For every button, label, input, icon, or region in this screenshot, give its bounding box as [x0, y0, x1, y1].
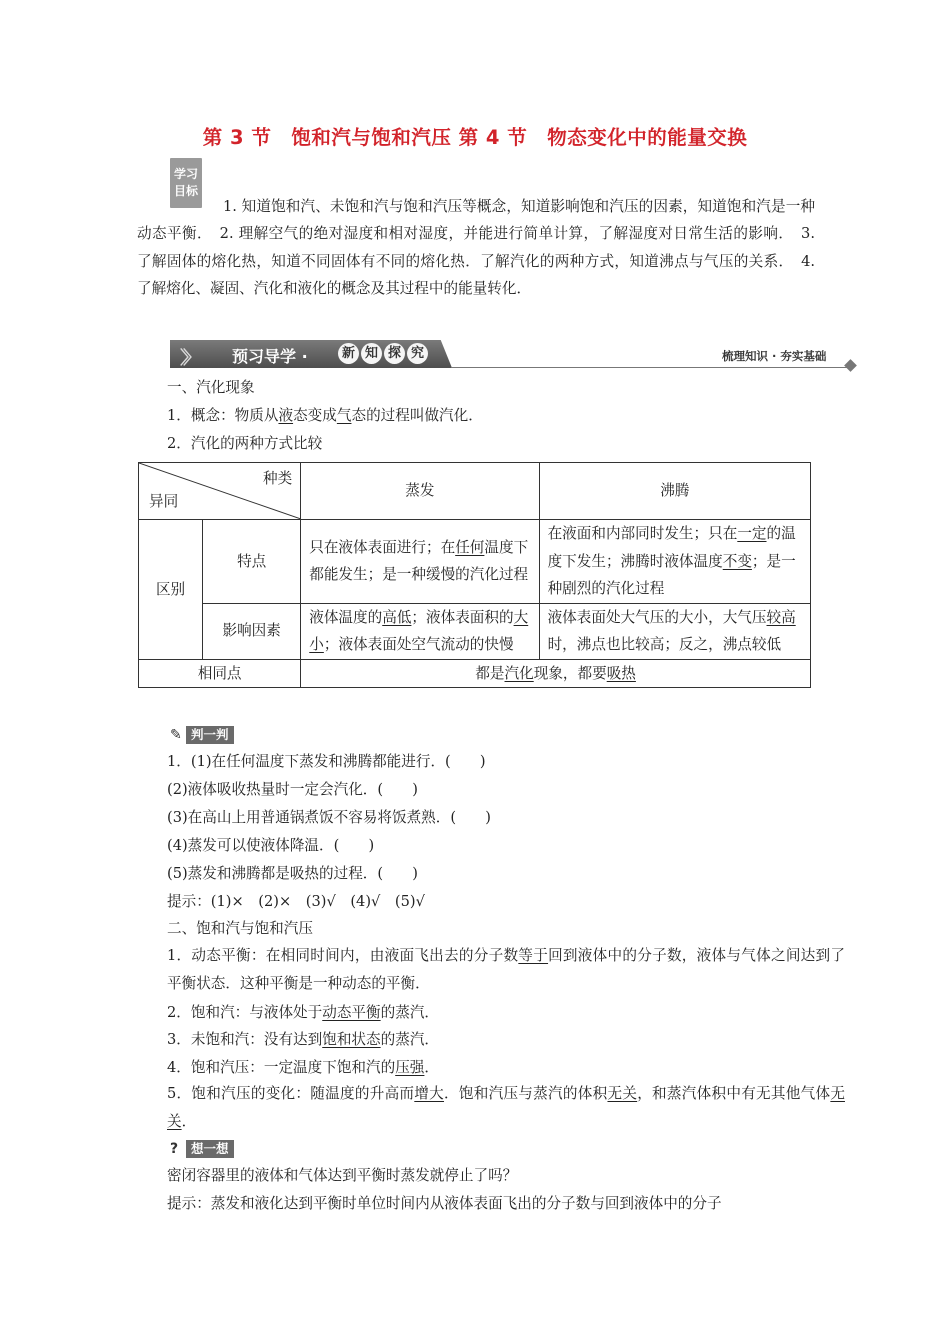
- boiling-feature: 在液面和内部同时发生；只在一定的温度下发生；沸腾时液体温度不变；是一种剧烈的汽化过程: [539, 520, 810, 604]
- vaporization-comparison-table: [138, 462, 811, 688]
- evaporation-feature: 只在液体表面进行；在任何温度下都能发生；是一种缓慢的汽化过程: [301, 520, 539, 604]
- dynamic-balance: 1．动态平衡：在相同时间内，由液面飞出去的分子数等于回到液体中的分子数，液体与气体之间达到了平衡状态．这种平衡是一种动态的平衡．: [167, 947, 845, 992]
- judge-tag: [170, 726, 234, 744]
- saturated-vapor: 2．饱和汽：与液体处于动态平衡的蒸汽．: [167, 1004, 440, 1021]
- row-factors: 影响因素: [203, 603, 301, 659]
- think-tag: [170, 1140, 234, 1158]
- row-same: 相同点: [139, 659, 301, 688]
- judge-item: (2)液体吸收热量时一定会汽化．( ): [167, 781, 418, 798]
- concept-line: 1．概念：物质从液态变成气态的过程叫做汽化．: [167, 407, 483, 424]
- banner-char: 究: [407, 343, 428, 364]
- think-hint: 提示：蒸发和液化达到平衡时单位时间内从液体表面飞出的分子数与回到液体中的分子: [167, 1195, 722, 1212]
- compare-heading: 2．汽化的两种方式比较: [167, 435, 323, 452]
- judge-item: (3)在高山上用普通锅煮饭不容易将饭煮熟．( ): [167, 809, 491, 826]
- saturated-pressure: 4．饱和汽压：一定温度下饱和汽的压强．: [167, 1059, 440, 1076]
- banner-title: 预习导学 ·: [232, 347, 308, 366]
- banner-char: 探: [384, 343, 405, 364]
- corner-type-label: 种类: [263, 470, 293, 487]
- section-banner: [170, 340, 860, 370]
- header-evaporation: 蒸发: [301, 463, 539, 520]
- objectives-text: 1. 知道饱和汽、未饱和汽与饱和汽压等概念，知道影响饱和汽压的因素，知道饱和汽是一种动态平衡． 2. 理解空气的绝对湿度和相对湿度，并能进行简单计算，了解湿度对日常生活的影响． 3. 了解固体的熔化热，知道不同固体有不同的熔化热．了解汽化的两种方式，知道沸点与气压的关系． 4. 了解熔化、凝固、汽化和液化的概念及其过程中的能量转化．: [137, 198, 815, 297]
- banner-rule: [452, 367, 852, 368]
- unsaturated-vapor: 3．未饱和汽：没有达到饱和状态的蒸汽．: [167, 1031, 440, 1048]
- boiling-factors: 液体表面处大气压的大小，大气压较高时，沸点也比较高；反之，沸点较低: [539, 603, 810, 659]
- judge-hint: 提示：(1)× (2)× (3)√ (4)√ (5)√: [167, 893, 425, 910]
- judge-item: (4)蒸发可以使液体降温．( ): [167, 837, 375, 854]
- double-chevron-icon: 〉〉: [180, 348, 195, 369]
- same-points: 都是汽化现象，都要吸热: [301, 659, 811, 688]
- header-boiling: 沸腾: [539, 463, 810, 520]
- section-1-heading: 一、汽化现象: [167, 379, 255, 396]
- banner-circled-chars: [338, 343, 428, 364]
- banner-char: 新: [338, 343, 359, 364]
- row-group-diff: 区别: [139, 520, 203, 660]
- page-title: 第 3 节 饱和汽与饱和汽压 第 4 节 物态变化中的能量交换: [202, 126, 748, 149]
- pressure-change: 5．饱和汽压的变化：随温度的升高而增大．饱和汽压与蒸汽的体积无关，和蒸汽体积中有无其他气体无关．: [167, 1085, 845, 1130]
- badge-line-2: 目标: [173, 184, 198, 198]
- think-tag-label: 想一想: [186, 1140, 234, 1158]
- think-question: 密闭容器里的液体和气体达到平衡时蒸发就停止了吗？: [167, 1167, 518, 1184]
- table-corner-cell: [139, 463, 301, 520]
- section-2-heading: 二、饱和汽与饱和汽压: [167, 920, 313, 937]
- row-feature: 特点: [203, 520, 301, 604]
- learning-objectives: [137, 193, 815, 302]
- judge-tag-label: 判一判: [186, 726, 234, 744]
- diamond-icon: [844, 359, 857, 372]
- evaporation-factors: 液体温度的高低；液体表面积的大小；液体表面处空气流动的快慢: [301, 603, 539, 659]
- judge-item: 1．(1)在任何温度下蒸发和沸腾都能进行．( ): [167, 753, 486, 770]
- banner-char: 知: [361, 343, 382, 364]
- corner-diff-label: 异同: [149, 492, 179, 510]
- badge-line-1: 学习: [173, 167, 198, 181]
- question-icon: ?: [170, 1141, 179, 1157]
- banner-subtitle: 梳理知识 · 夯实基础: [722, 349, 827, 363]
- judge-item: (5)蒸发和沸腾都是吸热的过程．( ): [167, 865, 418, 882]
- leaf-icon: ✎: [170, 727, 182, 743]
